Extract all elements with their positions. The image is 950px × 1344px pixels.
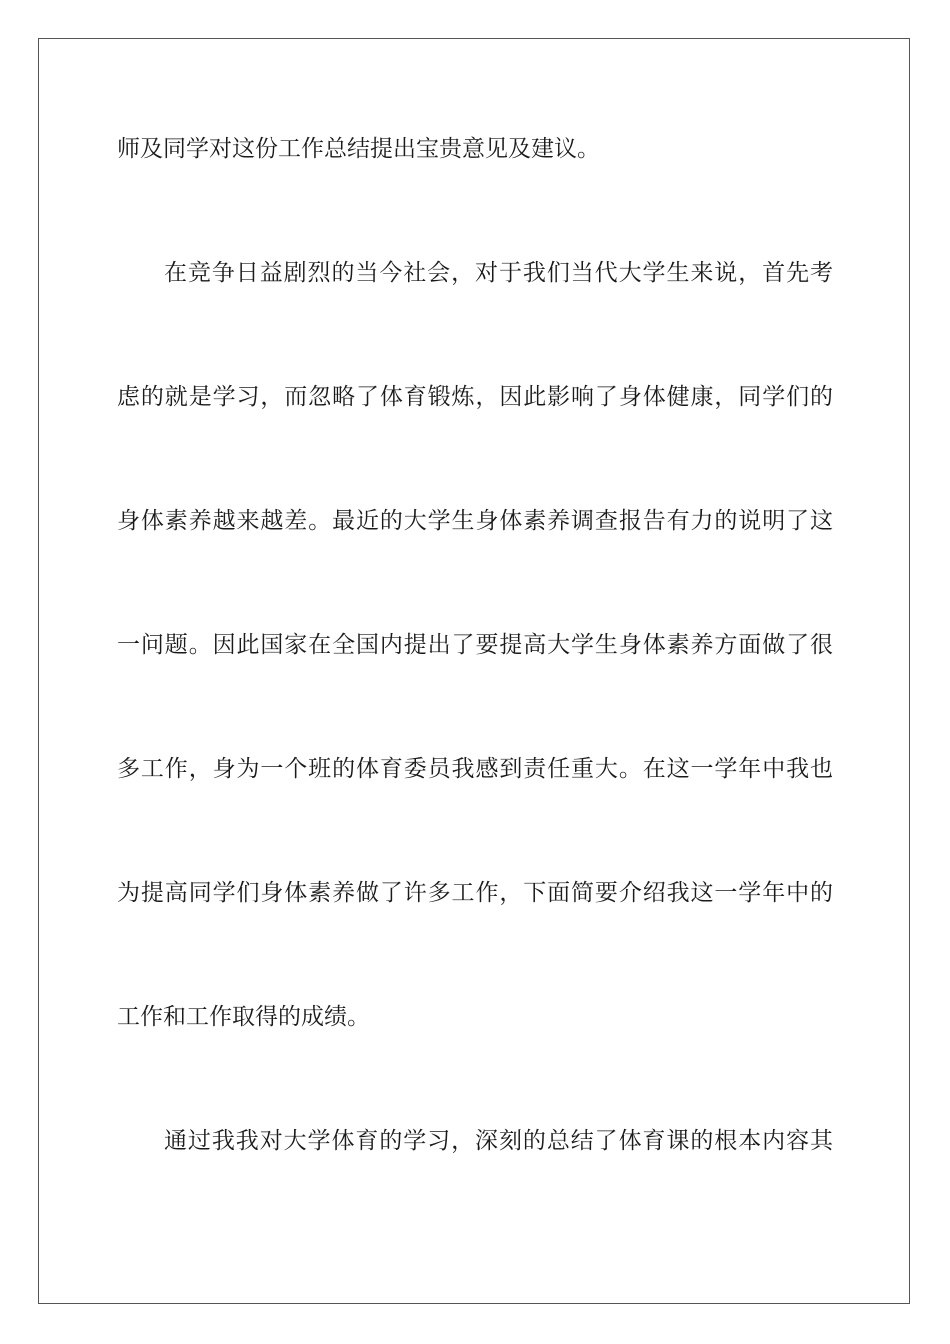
paragraph-2-line-5: 多工作，身为一个班的体育委员我感到责任重大。在这一学年中我也: [117, 756, 833, 782]
paragraph-2-line-4: 一问题。因此国家在全国内提出了要提高大学生身体素养方面做了很: [117, 632, 833, 658]
page-border: [38, 38, 910, 1304]
paragraph-2-line-2: 虑的就是学习，而忽略了体育锻炼，因此影响了身体健康，同学们的: [117, 384, 833, 410]
paragraph-1-line-1: 师及同学对这份工作总结提出宝贵意见及建议。: [117, 136, 600, 162]
paragraph-2-line-3: 身体素养越来越差。最近的大学生身体素养调查报告有力的说明了这: [117, 508, 833, 534]
paragraph-3-line-1: 通过我我对大学体育的学习，深刻的总结了体育课的根本内容其: [164, 1128, 833, 1154]
paragraph-2-line-1: 在竞争日益剧烈的当今社会，对于我们当代大学生来说，首先考: [164, 260, 833, 286]
paragraph-2-line-6: 为提高同学们身体素养做了许多工作，下面简要介绍我这一学年中的: [117, 880, 833, 906]
paragraph-2-line-7: 工作和工作取得的成绩。: [117, 1004, 370, 1030]
